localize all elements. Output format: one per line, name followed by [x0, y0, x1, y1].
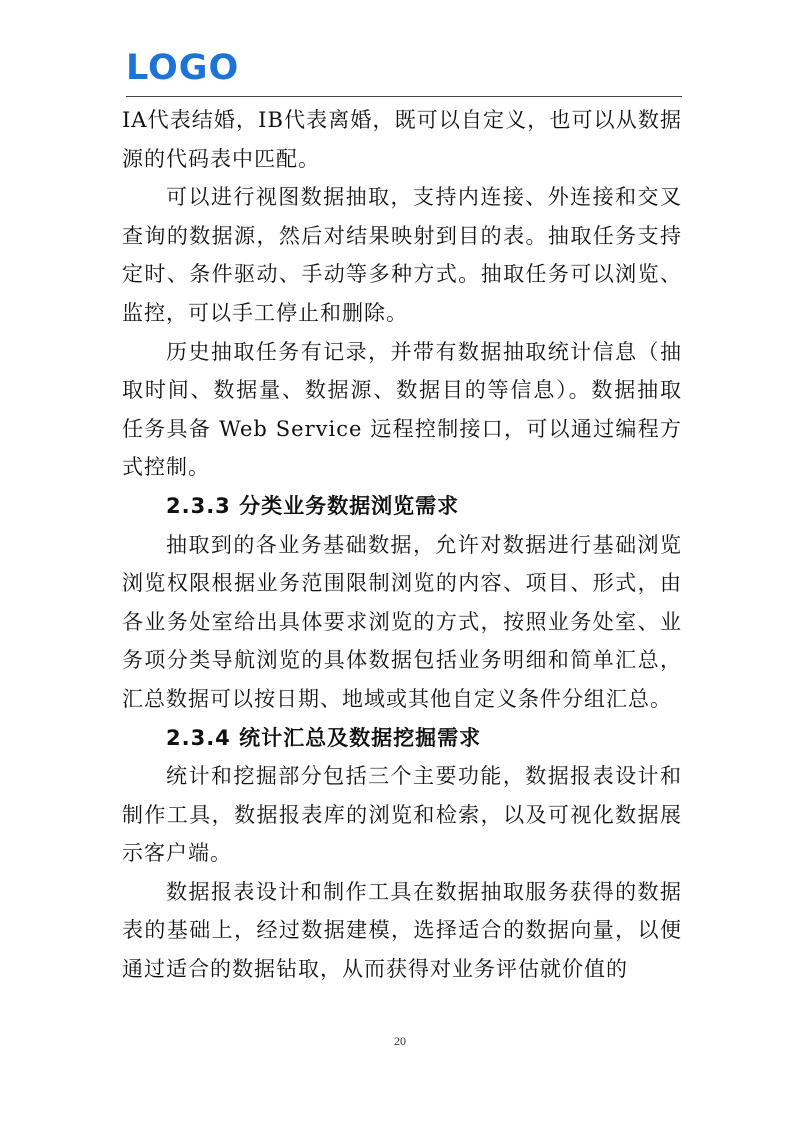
paragraph-category-browse: 抽取到的各业务基础数据，允许对数据进行基础浏览浏览权限根据业务范围限制浏览的内容、项目、形式，由各业务处室给出具体要求浏览的方式，按照业务处室、业务项分类导航浏览的具体数据包括业务明细和简单汇总，汇总数据可以按日期、地域或其他自定义条件分组汇总。	[122, 532, 682, 711]
paragraph-history-tasks: 历史抽取任务有记录，并带有数据抽取统计信息（抽取时间、数据量、数据源、数据目的等信息）。数据抽取任务具备 Web Service 远程控制接口，可以通过编程方式控制。	[122, 339, 682, 480]
paragraph-stats-features: 统计和挖掘部分包括三个主要功能，数据报表设计和制作工具，数据报表库的浏览和检索，以及可视化数据展示客户端。	[122, 764, 682, 866]
logo: LOGO	[126, 48, 240, 88]
page-number: 20	[394, 1034, 406, 1048]
paragraph-view-extraction: 可以进行视图数据抽取，支持内连接、外连接和交叉查询的数据源，然后对结果映射到目的表。抽取任务支持定时、条件驱动、手动等多种方式。抽取任务可以浏览、监控，可以手工停止和删除。	[122, 185, 682, 325]
section-heading-2-3-3: 2.3.3 分类业务数据浏览需求	[166, 493, 460, 518]
document-body	[122, 101, 682, 989]
paragraph-report-design: 数据报表设计和制作工具在数据抽取服务获得的数据表的基础上，经过数据建模，选择适合的数据向量，以便通过适合的数据钻取，从而获得对业务评估就价值的	[122, 879, 682, 982]
header-divider	[126, 96, 682, 97]
section-heading-2-3-4: 2.3.4 统计汇总及数据挖掘需求	[166, 725, 482, 750]
paragraph-continued: IA代表结婚，IB代表离婚，既可以自定义，也可以从数据源的代码表中匹配。	[122, 108, 682, 171]
